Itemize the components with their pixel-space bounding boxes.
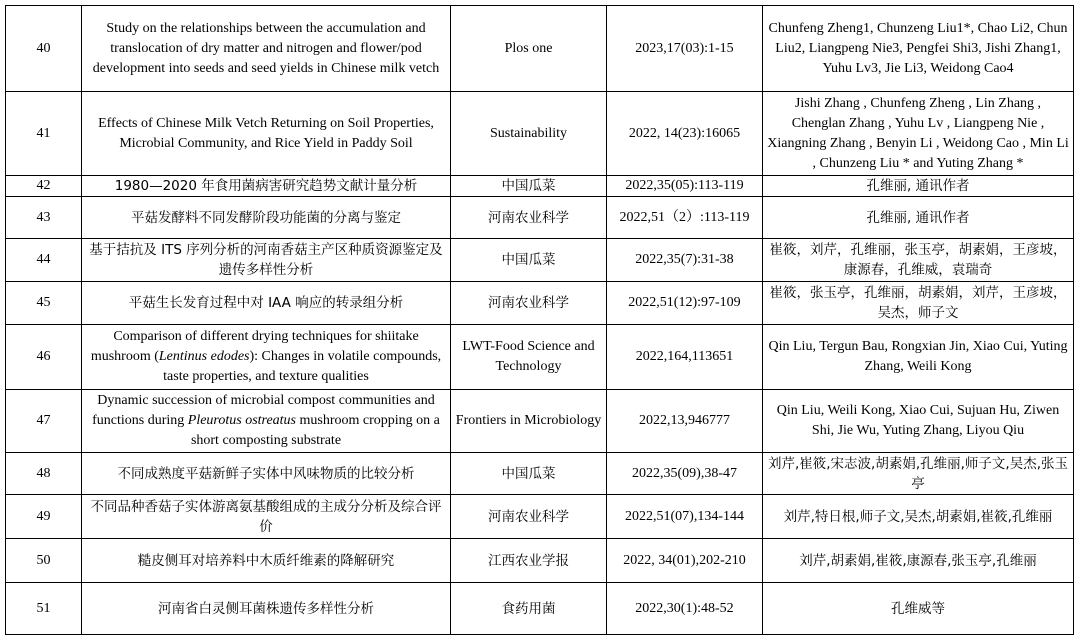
species-name: Lentinus edodes [158, 349, 250, 364]
row-number: 43 [6, 197, 82, 239]
paper-title: 平菇生长发育过程中对 IAA 响应的转录组分析 [82, 282, 451, 325]
paper-title: 糙皮侧耳对培养料中木质纤维素的降解研究 [82, 539, 451, 583]
row-number: 42 [6, 176, 82, 197]
journal-name: Sustainability [451, 92, 607, 176]
author-list: 孔维丽, 通讯作者 [763, 197, 1074, 239]
paper-title: 基于拮抗及 ITS 序列分析的河南香菇主产区种质资源鉴定及遗传多样性分析 [82, 239, 451, 282]
title-text: Comparison of different drying techniques for shiitake mushroom ( [90, 329, 419, 364]
journal-name: 中国瓜菜 [451, 239, 607, 282]
paper-title: Effects of Chinese Milk Vetch Returning on Soil Properties, Microbial Community, and Rice Yield in Paddy Soil [82, 92, 451, 176]
paper-title: Study on the relationships between the accumulation and translocation of dry matter and nitrogen and flower/pod development into seeds and seed yields in Chinese milk vetch [82, 6, 451, 92]
publication-info: 2022,35(7):31-38 [607, 239, 763, 282]
journal-name: 中国瓜菜 [451, 176, 607, 197]
journal-name: 河南农业科学 [451, 282, 607, 325]
table-row [6, 282, 1074, 325]
row-number: 45 [6, 282, 82, 325]
row-number: 51 [6, 583, 82, 635]
publication-info: 2022,164,113651 [607, 325, 763, 390]
author-list: 崔筱，张玉亭，孔维丽，胡素娟，刘芹，王彦坡，吴杰，师子文 [763, 282, 1074, 325]
publication-info: 2022,35(05):113-119 [607, 176, 763, 197]
row-number: 48 [6, 453, 82, 495]
publication-list [5, 5, 1074, 635]
table-row [6, 197, 1074, 239]
row-number: 47 [6, 390, 82, 453]
author-list: 刘芹,特日根,师子文,吴杰,胡素娟,崔筱,孔维丽 [763, 495, 1074, 539]
author-list: Qin Liu, Tergun Bau, Rongxian Jin, Xiao Cui, Yuting Zhang, Weili Kong [763, 325, 1074, 390]
journal-name: 河南农业科学 [451, 495, 607, 539]
journal-name: 食药用菌 [451, 583, 607, 635]
publication-info: 2022,51(12):97-109 [607, 282, 763, 325]
publication-info: 2022,35(09),38-47 [607, 453, 763, 495]
table-row [6, 6, 1074, 92]
paper-title [82, 325, 451, 390]
table-row [6, 325, 1074, 390]
paper-title: 平菇发酵料不同发酵阶段功能菌的分离与鉴定 [82, 197, 451, 239]
table-row [6, 583, 1074, 635]
table-row [6, 495, 1074, 539]
author-list: 崔筱，刘芹，孔维丽，张玉亭，胡素娟，王彦坡，康源春，孔维威，袁瑞奇 [763, 239, 1074, 282]
publication-info: 2022,51（2）:113-119 [607, 197, 763, 239]
table-row [6, 539, 1074, 583]
paper-title: 河南省白灵侧耳菌株遗传多样性分析 [82, 583, 451, 635]
author-list: Qin Liu, Weili Kong, Xiao Cui, Sujuan Hu, Ziwen Shi, Jie Wu, Yuting Zhang, Liyou Qiu [763, 390, 1074, 453]
author-list: 孔维威等 [763, 583, 1074, 635]
title-text: mushroom cropping on a short composting substrate [190, 413, 440, 448]
publication-info: 2022,13,946777 [607, 390, 763, 453]
journal-name: Frontiers in Microbiology [451, 390, 607, 453]
row-number: 44 [6, 239, 82, 282]
author-list: 孔维丽, 通讯作者 [763, 176, 1074, 197]
publication-info: 2022,30(1):48-52 [607, 583, 763, 635]
table-row [6, 92, 1074, 176]
journal-name: 江西农业学报 [451, 539, 607, 583]
publication-info: 2022,51(07),134-144 [607, 495, 763, 539]
paper-title: 1980—2020 年食用菌病害研究趋势文献计量分析 [82, 176, 451, 197]
publication-table [5, 5, 1074, 635]
author-list: 刘芹,崔筱,宋志波,胡素娟,孔维丽,师子文,吴杰,张玉亭 [763, 453, 1074, 495]
table-row [6, 239, 1074, 282]
author-list: Jishi Zhang , Chunfeng Zheng , Lin Zhang , Chenglan Zhang , Yuhu Lv , Liangpeng Nie , Xiangning Zhang , Benyin Li , Weidong Cao , Min Li , Chunzeng Liu * and Yuting Zhang * [763, 92, 1074, 176]
row-number: 41 [6, 92, 82, 176]
row-number: 40 [6, 6, 82, 92]
row-number: 50 [6, 539, 82, 583]
publication-info: 2022, 14(23):16065 [607, 92, 763, 176]
species-name: Pleurotus ostreatus [187, 413, 297, 428]
publication-info: 2023,17(03):1-15 [607, 6, 763, 92]
author-list: Chunfeng Zheng1, Chunzeng Liu1*, Chao Li2, Chun Liu2, Liangpeng Nie3, Pengfei Shi3, Jishi Zhang1, Yuhu Lv3, Jie Li3, Weidong Cao4 [763, 6, 1074, 92]
title-text: ): Changes in volatile compounds, taste properties, and texture qualities [163, 349, 442, 384]
journal-name: 中国瓜菜 [451, 453, 607, 495]
journal-name: Plos one [451, 6, 607, 92]
table-row [6, 453, 1074, 495]
table-row [6, 176, 1074, 197]
table-row [6, 390, 1074, 453]
journal-name: LWT-Food Science and Technology [451, 325, 607, 390]
row-number: 49 [6, 495, 82, 539]
paper-title [82, 390, 451, 453]
paper-title: 不同品种香菇子实体游离氨基酸组成的主成分分析及综合评价 [82, 495, 451, 539]
journal-name: 河南农业科学 [451, 197, 607, 239]
paper-title: 不同成熟度平菇新鲜子实体中风味物质的比较分析 [82, 453, 451, 495]
row-number: 46 [6, 325, 82, 390]
publication-info: 2022, 34(01),202-210 [607, 539, 763, 583]
author-list: 刘芹,胡素娟,崔筱,康源春,张玉亭,孔维丽 [763, 539, 1074, 583]
title-text: Dynamic succession of microbial compost communities and functions during [92, 393, 435, 428]
